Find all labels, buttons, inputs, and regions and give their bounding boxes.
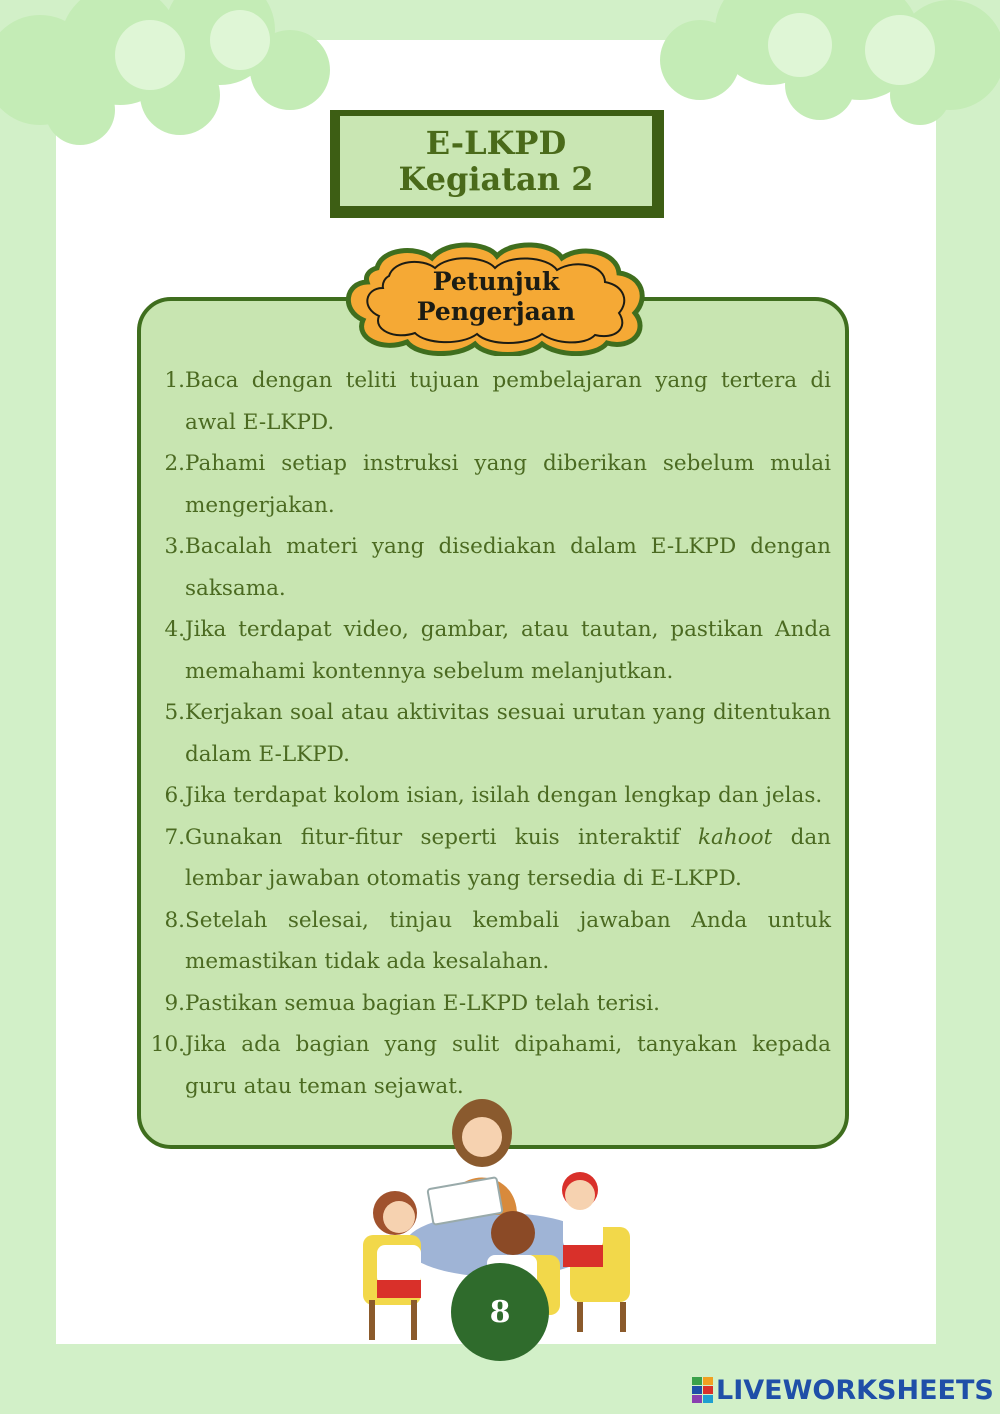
step-text: Pahami setiap instruksi yang diberikan sebelum mulai mengerjakan. [185,451,831,518]
step-number: 4. [164,617,185,642]
step-text: Pastikan semua bagian E-LKPD telah terisi. [185,990,660,1016]
step-number: 2. [164,451,185,476]
step-number: 3. [164,534,185,559]
instruction-list [145,360,831,1107]
title-line-1: E-LKPD [425,124,567,162]
badge-line-2: Pengerjaan [416,297,576,326]
list-item [145,526,831,609]
instructions-badge [360,262,632,332]
page-number: 8 [451,1263,549,1361]
step-text: Kerjakan soal atau aktivitas sesuai urutan yang ditentukan dalam E-LKPD. [185,700,831,767]
list-item [145,775,831,817]
list-item [145,983,831,1025]
list-item [145,609,831,692]
step-text: Bacalah materi yang disediakan dalam E-LKPD dengan saksama. [185,534,831,601]
step-text: Baca dengan teliti tujuan pembelajaran yang tertera di awal E-LKPD. [185,368,831,435]
liveworksheets-logo-icon [692,1377,714,1403]
step-number: 6. [164,783,185,808]
list-item [145,900,831,983]
step-number: 1. [164,368,185,393]
step-text [185,817,831,900]
badge-line-1: Petunjuk [432,267,560,296]
step-text-pre: Gunakan fitur-fitur seperti kuis interaktif [185,824,699,850]
step-number: 10. [150,1032,185,1057]
title-line-2: Kegiatan 2 [398,160,594,198]
step-text: Setelah selesai, tinjau kembali jawaban Anda untuk memastikan tidak ada kesalahan. [185,907,831,974]
watermark-text: LIVEWORKSHEETS [716,1374,994,1406]
step-text: Jika terdapat kolom isian, isilah dengan lengkap dan jelas. [185,783,823,808]
step-text: Jika ada bagian yang sulit dipahami, tanyakan kepada guru atau teman sejawat. [185,1032,831,1099]
page-title [340,116,652,206]
list-item [145,443,831,526]
liveworksheets-watermark [692,1373,994,1407]
step-number: 5. [164,700,185,725]
list-item [145,692,831,775]
step-text: Jika terdapat video, gambar, atau tautan, pastikan Anda memahami kontennya sebelum melanjutkan. [185,617,831,684]
step-number: 8. [164,907,185,933]
list-item [145,817,831,900]
kahoot-term: kahoot [698,824,773,850]
list-item [145,360,831,443]
step-text-post: dan lembar jawaban otomatis yang tersedia di E-LKPD. [185,824,832,891]
step-number: 7. [164,824,185,850]
step-number: 9. [164,990,185,1016]
